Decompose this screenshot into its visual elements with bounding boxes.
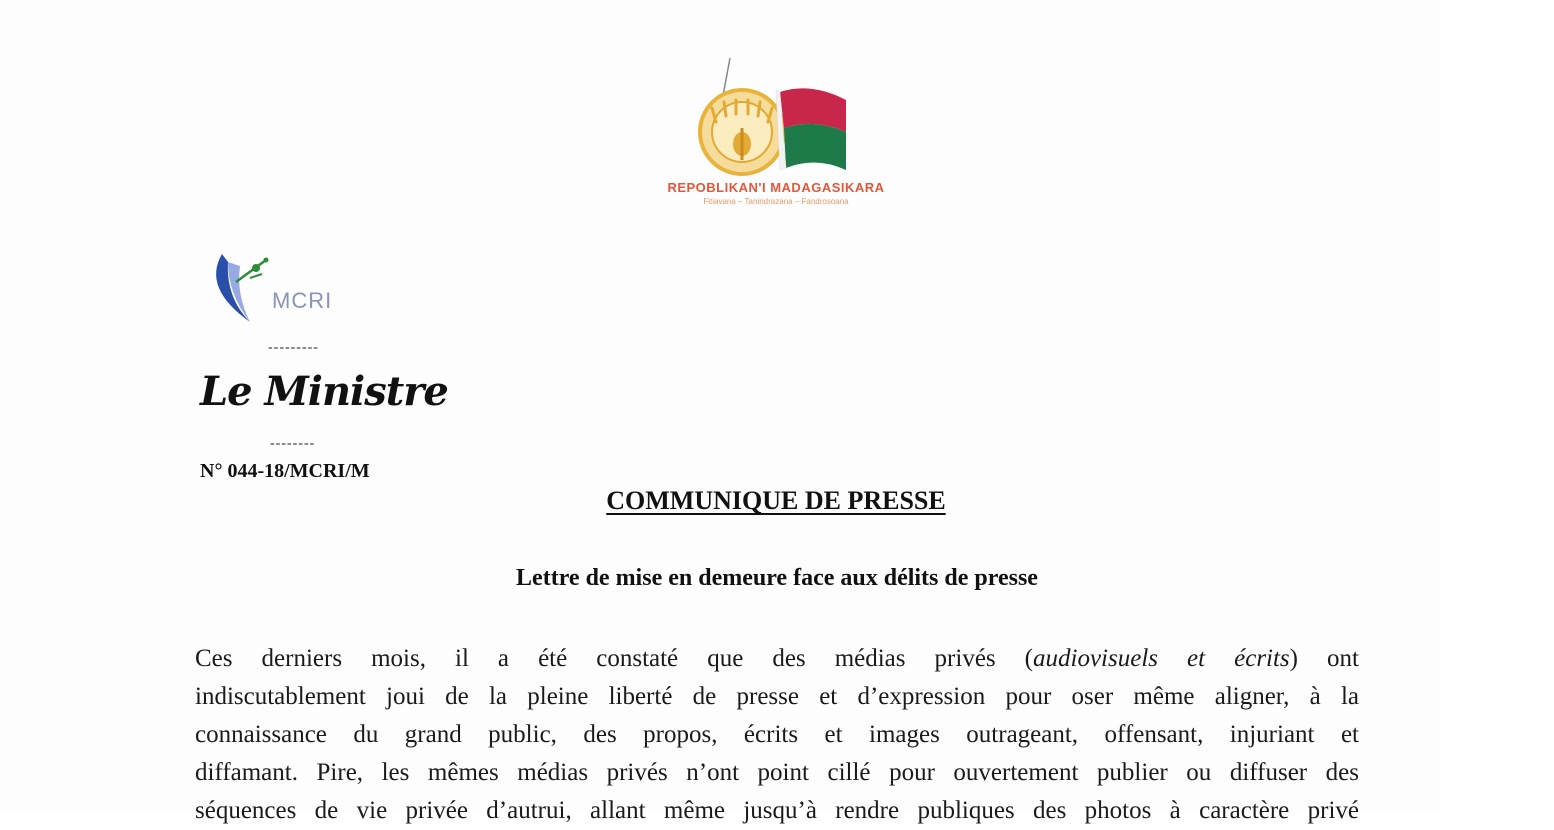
body-paragraph xyxy=(195,640,1359,830)
body-line-1-italic: audiovisuels et écrits xyxy=(1033,645,1290,672)
ministry-logo xyxy=(206,248,346,328)
reference-number: N° 044-18/MCRI/M xyxy=(200,460,370,482)
divider-bottom: -------- xyxy=(270,436,316,451)
ministry-logo-text: MCRI xyxy=(272,288,333,313)
body-line xyxy=(195,640,1359,678)
divider-top: --------- xyxy=(268,340,319,355)
republic-name: REPOBLIKAN'I MADAGASIKARA xyxy=(667,180,885,195)
republic-emblem xyxy=(636,52,916,212)
minister-title: Le Ministre xyxy=(200,368,448,415)
press-release-title: COMMUNIQUE DE PRESSE xyxy=(606,486,946,515)
seal-and-flag-icon xyxy=(636,52,916,182)
body-line: indiscutablement joui de la pleine liberté de presse et d’expression pour oser même aligner, à la xyxy=(195,683,1359,710)
republic-motto: Fitiavana – Tanindrazana – Fandrosoana xyxy=(703,197,849,206)
press-release-subtitle: Lettre de mise en demeure face aux délits de presse xyxy=(516,565,1038,591)
body-line: séquences de vie privée d’autrui, allant même jusqu’à rendre publiques des photos à caractère privé xyxy=(195,797,1359,824)
body-line-1-start: Ces derniers mois, il a été constaté que des médias privés ( xyxy=(195,645,1034,672)
body-line: connaissance du grand public, des propos, écrits et images outrageant, offensant, injuriant et xyxy=(195,721,1359,748)
body-line: diffamant. Pire, les mêmes médias privés n’ont point cillé pour ouvertement publier ou diffuser des xyxy=(195,759,1359,786)
body-line-1-end: ) ont xyxy=(1289,645,1359,672)
